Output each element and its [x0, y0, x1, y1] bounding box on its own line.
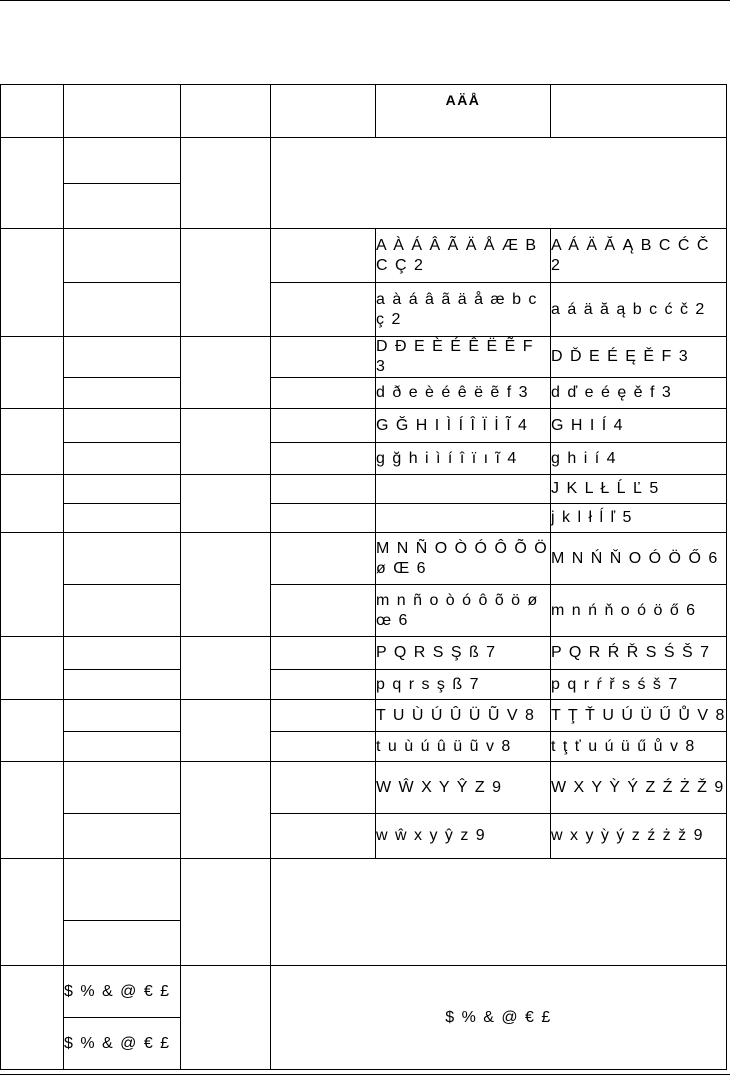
symbol-cell: $ % & @ € £	[64, 1018, 181, 1070]
table-row	[1, 409, 727, 443]
char-cell: G Ğ H I Ì Í Î Ï İ Ĩ 4	[376, 409, 551, 443]
char-cell: a à á â ã ä å æ b c ç 2	[376, 283, 551, 337]
char-cell: j k l ł ĺ ľ 5	[551, 504, 727, 533]
char-cell: T U Ù Ú Û Ü Ũ V 8	[376, 700, 551, 732]
char-cell: M N Ñ O Ò Ó Ô Õ Ö ø Œ 6	[376, 533, 551, 585]
char-cell: g h i í 4	[551, 443, 727, 475]
char-cell: d ď e é ę ě f 3	[551, 378, 727, 409]
header-cell-latin: AÄÅ	[376, 85, 551, 138]
char-cell	[376, 475, 551, 504]
table-row	[1, 504, 727, 533]
table-row	[1, 337, 727, 378]
table-row	[1, 229, 727, 283]
header-cell	[551, 85, 727, 138]
table-header-row	[1, 85, 727, 138]
table-row	[1, 732, 727, 762]
top-rule	[0, 0, 730, 1]
char-cell: A À Á Â Ã Ä Å Æ B C Ç 2	[376, 229, 551, 283]
table-row	[1, 700, 727, 732]
char-cell: G H I Í 4	[551, 409, 727, 443]
char-cell: t ţ ť u ú ü ű ů v 8	[551, 732, 727, 762]
table-row	[1, 475, 727, 504]
char-cell: D Đ E È É Ê Ë Ẽ F 3	[376, 337, 551, 378]
table-row	[1, 585, 727, 637]
table-row	[1, 762, 727, 814]
char-cell: p q r ŕ ř s ś š 7	[551, 670, 727, 700]
char-cell: p q r s ş ß 7	[376, 670, 551, 700]
char-cell: w x y ỳ ý z ź ż ž 9	[551, 814, 727, 859]
table-row	[1, 814, 727, 859]
char-cell: g ğ h i ì í î ï ı ĩ 4	[376, 443, 551, 475]
char-cell: m n ñ o ò ó ô õ ö ø œ 6	[376, 585, 551, 637]
char-cell: J K L Ł Ĺ Ľ 5	[551, 475, 727, 504]
header-cell	[64, 85, 181, 138]
table-row	[1, 670, 727, 700]
char-cell: W X Y Ỳ Ý Z Ź Ż Ž 9	[551, 762, 727, 814]
char-cell: P Q R Ŕ Ř S Ś Š 7	[551, 637, 727, 670]
char-cell: A Á Ä Ă Ą B C Ć Č 2	[551, 229, 727, 283]
symbol-cell-merged: $ % & @ € £	[271, 966, 727, 1070]
char-cell: P Q R S Ş ß 7	[376, 637, 551, 670]
table-row	[1, 533, 727, 585]
char-cell: t u ù ú û ü ũ v 8	[376, 732, 551, 762]
char-cell: d ð e è é ê ë ẽ f 3	[376, 378, 551, 409]
header-cell	[271, 85, 376, 138]
header-cell	[1, 85, 64, 138]
char-cell: W Ŵ X Y Ŷ Z 9	[376, 762, 551, 814]
table-row	[1, 966, 727, 1018]
char-cell: m n ń ň o ó ö ő 6	[551, 585, 727, 637]
character-table	[0, 84, 727, 1070]
char-cell: D Ď E É Ę Ě F 3	[551, 337, 727, 378]
table-row	[1, 859, 727, 921]
char-cell: M N Ń Ň O Ó Ö Ő 6	[551, 533, 727, 585]
char-cell: w ŵ x y ŷ z 9	[376, 814, 551, 859]
table-row	[1, 443, 727, 475]
char-cell: T Ţ Ť U Ú Ü Ű Ů V 8	[551, 700, 727, 732]
table-row	[1, 637, 727, 670]
bottom-rule	[0, 1074, 730, 1075]
char-cell: a á ä ă ą b c ć č 2	[551, 283, 727, 337]
symbol-cell: $ % & @ € £	[64, 966, 181, 1018]
char-cell	[376, 504, 551, 533]
table-row	[1, 138, 727, 184]
table-row	[1, 378, 727, 409]
header-cell	[181, 85, 271, 138]
table-row	[1, 283, 727, 337]
